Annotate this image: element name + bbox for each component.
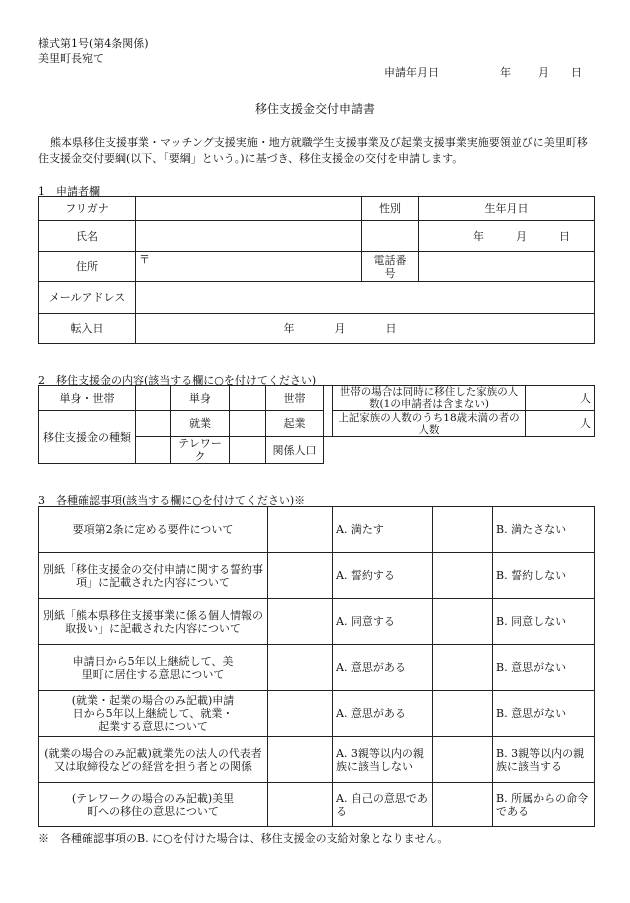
birthdate-field[interactable]: [419, 221, 595, 252]
option-b-check[interactable]: [433, 507, 493, 553]
section2-heading: 2 移住支援金の内容(該当する欄に○を付けてください): [38, 374, 317, 387]
startup-check[interactable]: [230, 411, 266, 437]
confirmation-row: [39, 737, 595, 783]
option-b-check[interactable]: [433, 599, 493, 645]
move-in-date-label: 転入日: [39, 314, 136, 344]
confirmation-item: 別紙「移住支援金の交付申請に関する誓約事項」に記載された内容について: [39, 553, 268, 599]
furigana-label: フリガナ: [39, 197, 136, 221]
family-count-field[interactable]: [526, 386, 595, 411]
confirmation-row: [39, 783, 595, 827]
household-check[interactable]: [230, 386, 266, 411]
children-count-field[interactable]: [526, 411, 595, 437]
person-unit-2: 人: [580, 417, 591, 430]
confirmation-item: (テレワークの場合のみ記載)美里町への移住の意思について: [39, 783, 268, 827]
option-b-check[interactable]: [433, 737, 493, 783]
footnote: ※ 各種確認事項のB. に○を付けた場合は、移住支援金の支給対象となりません。: [38, 832, 449, 845]
family-count-label: 世帯の場合は同時に移住した家族の人数(1の申請者は含まない): [333, 386, 526, 411]
single-check[interactable]: [136, 386, 171, 411]
move-day: 日: [385, 322, 397, 335]
confirmation-item: (就業・起業の場合のみ記載)申請日から5年以上継続して、就業・起業する意思について: [39, 691, 268, 737]
type-label: 移住支援金の種類: [39, 411, 136, 464]
confirmation-row: [39, 599, 595, 645]
option-b-label: B. 満たさない: [493, 507, 595, 553]
option-b-label: B. 3親等以内の親族に該当する: [493, 737, 595, 783]
confirmation-row: [39, 691, 595, 737]
move-year: 年: [283, 322, 295, 335]
option-a-label: A. 満たす: [333, 507, 433, 553]
move-month: 月: [334, 322, 346, 335]
person-unit-1: 人: [580, 391, 591, 405]
support-content-table: [38, 385, 595, 464]
address-label: 住所: [39, 252, 136, 282]
telework-check[interactable]: [136, 437, 171, 464]
confirmation-row: [39, 553, 595, 599]
option-b-label: B. 同意しない: [493, 599, 595, 645]
option-a-label: A. 自己の意思である: [333, 783, 433, 827]
section3-heading: 3 各種確認事項(該当する欄に○を付けてください)※: [38, 494, 306, 507]
option-b-label: B. 意思がない: [493, 691, 595, 737]
confirmation-item: 申請日から5年以上継続して、美里町に居住する意思について: [39, 645, 268, 691]
option-a-label: A. 誓約する: [333, 553, 433, 599]
email-field[interactable]: [136, 282, 595, 314]
option-b-check[interactable]: [433, 553, 493, 599]
furigana-field[interactable]: [136, 197, 362, 221]
option-a-check[interactable]: [268, 737, 333, 783]
option-b-check[interactable]: [433, 691, 493, 737]
option-a-check[interactable]: [268, 507, 333, 553]
gender-field[interactable]: [362, 221, 419, 252]
option-a-check[interactable]: [268, 645, 333, 691]
option-a-label: A. 意思がある: [333, 645, 433, 691]
confirmation-item: 別紙「熊本県移住支援事業に係る個人情報の取扱い」に記載された内容について: [39, 599, 268, 645]
related-population-label: 関係人口: [266, 437, 324, 464]
form-number: 様式第1号(第4条関係): [38, 37, 149, 50]
option-a-label: A. 同意する: [333, 599, 433, 645]
birth-day: 日: [559, 229, 570, 243]
postal-mark: 〒: [139, 253, 150, 266]
single-label: 単身: [171, 386, 230, 411]
option-a-label: A. 意思がある: [333, 691, 433, 737]
related-population-check[interactable]: [230, 437, 266, 464]
telework-label: テレワーク: [171, 437, 230, 464]
birth-month: 月: [516, 229, 527, 243]
date-day-label: 日: [571, 66, 582, 79]
option-b-label: B. 所属からの命令である: [493, 783, 595, 827]
document-title: 移住支援金交付申請書: [254, 102, 375, 116]
confirmation-table: [38, 506, 595, 827]
confirmation-item: (就業の場合のみ記載)就業先の法人の代表者又は取締役などの経営を担う者との関係: [39, 737, 268, 783]
option-b-check[interactable]: [433, 783, 493, 827]
option-b-check[interactable]: [433, 645, 493, 691]
option-a-check[interactable]: [268, 691, 333, 737]
children-count-label: 上記家族の人数のうち18歳未満の者の人数: [333, 411, 526, 437]
option-b-label: B. 誓約しない: [493, 553, 595, 599]
name-field[interactable]: [136, 221, 362, 252]
section1-heading: 1 申請者欄: [38, 185, 100, 198]
household-label: 世帯: [266, 386, 324, 411]
phone-label: 電話番号: [362, 252, 419, 282]
startup-label: 起業: [266, 411, 324, 437]
application-date-label: 申請年月日: [384, 66, 439, 79]
option-a-check[interactable]: [268, 599, 333, 645]
phone-field[interactable]: [419, 252, 595, 282]
employment-check[interactable]: [136, 411, 171, 437]
option-a-label: A. 3親等以内の親族に該当しない: [333, 737, 433, 783]
confirmation-row: [39, 507, 595, 553]
option-a-check[interactable]: [268, 553, 333, 599]
employment-label: 就業: [171, 411, 230, 437]
email-label: メールアドレス: [39, 282, 136, 314]
date-year-label: 年: [500, 66, 511, 79]
applicant-table: [38, 196, 595, 344]
birth-year: 年: [473, 229, 484, 243]
intro-paragraph: 熊本県移住支援事業・マッチング支援実施・地方就職学生支援事業及び起業支援事業実施要領並びに美里町移住支援金交付要綱(以下、「要綱」という。)に基づき、移住支援金の交付を申請します。: [38, 136, 588, 165]
address-field[interactable]: [136, 252, 362, 282]
name-label: 氏名: [39, 221, 136, 252]
addressee: 美里町長宛て: [38, 52, 104, 65]
birthdate-label: 生年月日: [419, 197, 595, 221]
option-b-label: B. 意思がない: [493, 645, 595, 691]
option-a-check[interactable]: [268, 783, 333, 827]
confirmation-item: 要項第2条に定める要件について: [39, 507, 268, 553]
single-household-label: 単身・世帯: [39, 386, 136, 411]
confirmation-row: [39, 645, 595, 691]
gender-label: 性別: [362, 197, 419, 221]
move-in-date-field[interactable]: [136, 314, 595, 344]
date-month-label: 月: [538, 66, 549, 79]
